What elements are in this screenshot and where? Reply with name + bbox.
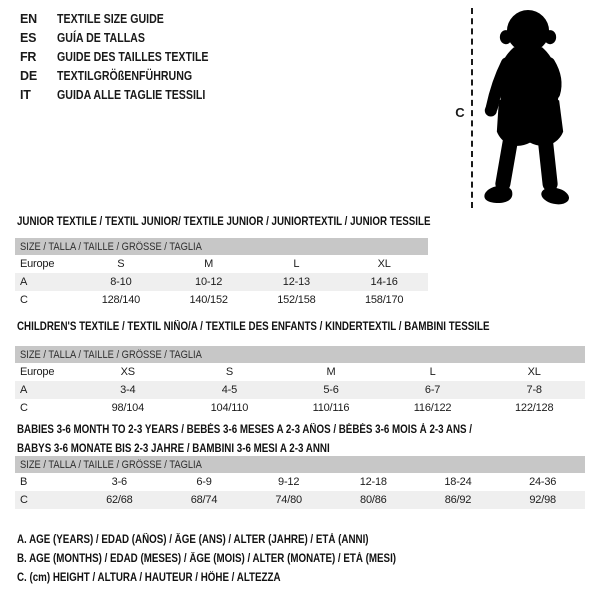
table-cell: 140/152 xyxy=(189,294,228,306)
table-cell: L xyxy=(429,366,436,378)
table-cell: L xyxy=(293,258,300,270)
language-row xyxy=(20,28,235,47)
section-title-children xyxy=(17,318,573,337)
footnote-b xyxy=(17,553,463,572)
table-row xyxy=(15,363,585,381)
size-table-babies xyxy=(15,456,585,509)
footnote-a xyxy=(17,534,463,553)
table-cell: 80/86 xyxy=(360,494,387,506)
table-cell: 110/116 xyxy=(312,402,350,414)
table-cell: S xyxy=(117,258,125,270)
language-row xyxy=(20,66,235,85)
table-size-header-text: SIZE / TALLA / TAILLE / GRÖSSE / TAGLIA xyxy=(20,458,202,471)
table-cell: 7-8 xyxy=(526,384,542,396)
toddler-silhouette-image xyxy=(479,5,577,208)
section-title-text: BABYS 3-6 MONATE BIS 2-3 JAHRE / BAMBINI 3-6 MESI A 2-3 ANNI xyxy=(17,442,330,455)
table-cell: XL xyxy=(527,366,541,378)
language-code: ES xyxy=(20,30,37,45)
table-cell: 3-6 xyxy=(111,476,127,488)
language-row xyxy=(20,47,235,66)
table-cell: 68/74 xyxy=(190,494,218,506)
table-cell: S xyxy=(225,366,233,378)
footnote-text: C. (cm) HEIGHT / ALTURA / HAUTEUR / HÖHE / ALTEZZA xyxy=(17,572,281,584)
table-cell: 3-4 xyxy=(120,384,136,396)
table-row xyxy=(15,255,428,273)
height-dashed-line xyxy=(471,8,473,208)
language-code: FR xyxy=(20,49,37,64)
row-label: C xyxy=(20,494,28,506)
section-title-babies xyxy=(17,421,552,458)
footnote-text: B. AGE (MONTHS) / EDAD (MESES) / ÂGE (MOIS) / ALTER (MONATE) / ETÀ (MESI) xyxy=(17,553,397,565)
section-title-text: JUNIOR TEXTILE / TEXTIL JUNIOR/ TEXTILE JUNIOR / JUNIORTEXTIL / JUNIOR TESSILE xyxy=(17,216,431,228)
table-cell: 14-16 xyxy=(370,276,398,288)
table-cell: 12-13 xyxy=(282,276,310,288)
language-code: DE xyxy=(20,68,37,83)
table-row xyxy=(15,381,585,399)
language-row xyxy=(20,85,235,104)
row-label: C xyxy=(20,402,28,414)
language-code: EN xyxy=(20,11,37,26)
table-cell: 24-36 xyxy=(529,476,557,488)
table-cell: M xyxy=(326,366,336,378)
size-table-children xyxy=(15,346,585,417)
row-label: A xyxy=(20,384,28,396)
table-cell: 9-12 xyxy=(278,476,300,488)
table-size-header-text: SIZE / TALLA / TAILLE / GRÖSSE / TAGLIA xyxy=(20,240,202,253)
table-row xyxy=(15,291,428,309)
row-label: Europe xyxy=(20,366,55,378)
table-cell: 12-18 xyxy=(359,476,387,488)
table-cell: 62/68 xyxy=(106,494,133,506)
table-cell: 5-6 xyxy=(323,384,339,396)
footnote-c xyxy=(17,572,463,591)
table-cell: 98/104 xyxy=(111,402,145,414)
table-cell: 128/140 xyxy=(101,294,141,306)
table-cell: 152/158 xyxy=(277,294,316,306)
row-label: Europe xyxy=(20,258,55,270)
table-cell: 6-9 xyxy=(196,476,212,488)
language-title: GUIDE DES TAILLES TEXTILE xyxy=(57,49,209,64)
language-row xyxy=(20,9,235,28)
table-cell: 158/170 xyxy=(364,294,404,306)
table-cell: 86/92 xyxy=(444,494,472,506)
table-cell: 104/110 xyxy=(210,402,249,414)
row-label: B xyxy=(20,476,28,488)
table-size-header xyxy=(15,346,585,363)
row-label: A xyxy=(20,276,28,288)
table-cell: 6-7 xyxy=(424,384,441,396)
language-title: GUIDA ALLE TAGLIE TESSILI xyxy=(57,87,206,102)
language-code: IT xyxy=(20,87,31,102)
table-cell: 18-24 xyxy=(444,476,472,488)
table-cell: 10-12 xyxy=(195,276,223,288)
height-marker-label: C xyxy=(455,105,465,120)
row-label: C xyxy=(20,294,28,306)
table-cell: 116/122 xyxy=(413,402,452,414)
table-cell: 122/128 xyxy=(515,402,554,414)
table-size-header xyxy=(15,456,585,473)
table-row xyxy=(15,399,585,417)
section-title-text: CHILDREN'S TEXTILE / TEXTIL NIÑO/A / TEXTILE DES ENFANTS / KINDERTEXTIL / BAMBINI TESSILE xyxy=(17,321,490,333)
language-title: GUÍA DE TALLAS xyxy=(57,30,145,45)
language-title: TEXTILGRÖßENFÜHRUNG xyxy=(57,68,193,83)
language-header xyxy=(20,9,235,104)
table-cell: 92/98 xyxy=(529,494,556,506)
language-title: TEXTILE SIZE GUIDE xyxy=(57,11,164,26)
footnotes xyxy=(17,534,463,591)
table-row xyxy=(15,473,585,491)
table-cell: XL xyxy=(377,258,391,270)
table-size-header-text: SIZE / TALLA / TAILLE / GRÖSSE / TAGLIA xyxy=(20,348,202,361)
table-row xyxy=(15,491,585,509)
section-title-junior xyxy=(17,213,503,232)
section-title-text: BABIES 3-6 MONTH TO 2-3 YEARS / BEBÉS 3-6 MESES A 2-3 AÑOS / BÉBÉS 3-6 MOIS À 2-3 ANS / xyxy=(17,424,473,436)
table-cell: 74/80 xyxy=(275,494,302,506)
table-cell: 8-10 xyxy=(110,276,132,288)
table-cell: XS xyxy=(120,366,135,378)
table-cell: M xyxy=(204,258,214,270)
table-row xyxy=(15,273,428,291)
size-table-junior xyxy=(15,238,428,309)
table-cell: 4-5 xyxy=(221,384,238,396)
footnote-text: A. AGE (YEARS) / EDAD (AÑOS) / ÂGE (ANS) / ALTER (JAHRE) / ETÀ (ANNI) xyxy=(17,534,369,546)
table-size-header xyxy=(15,238,428,255)
